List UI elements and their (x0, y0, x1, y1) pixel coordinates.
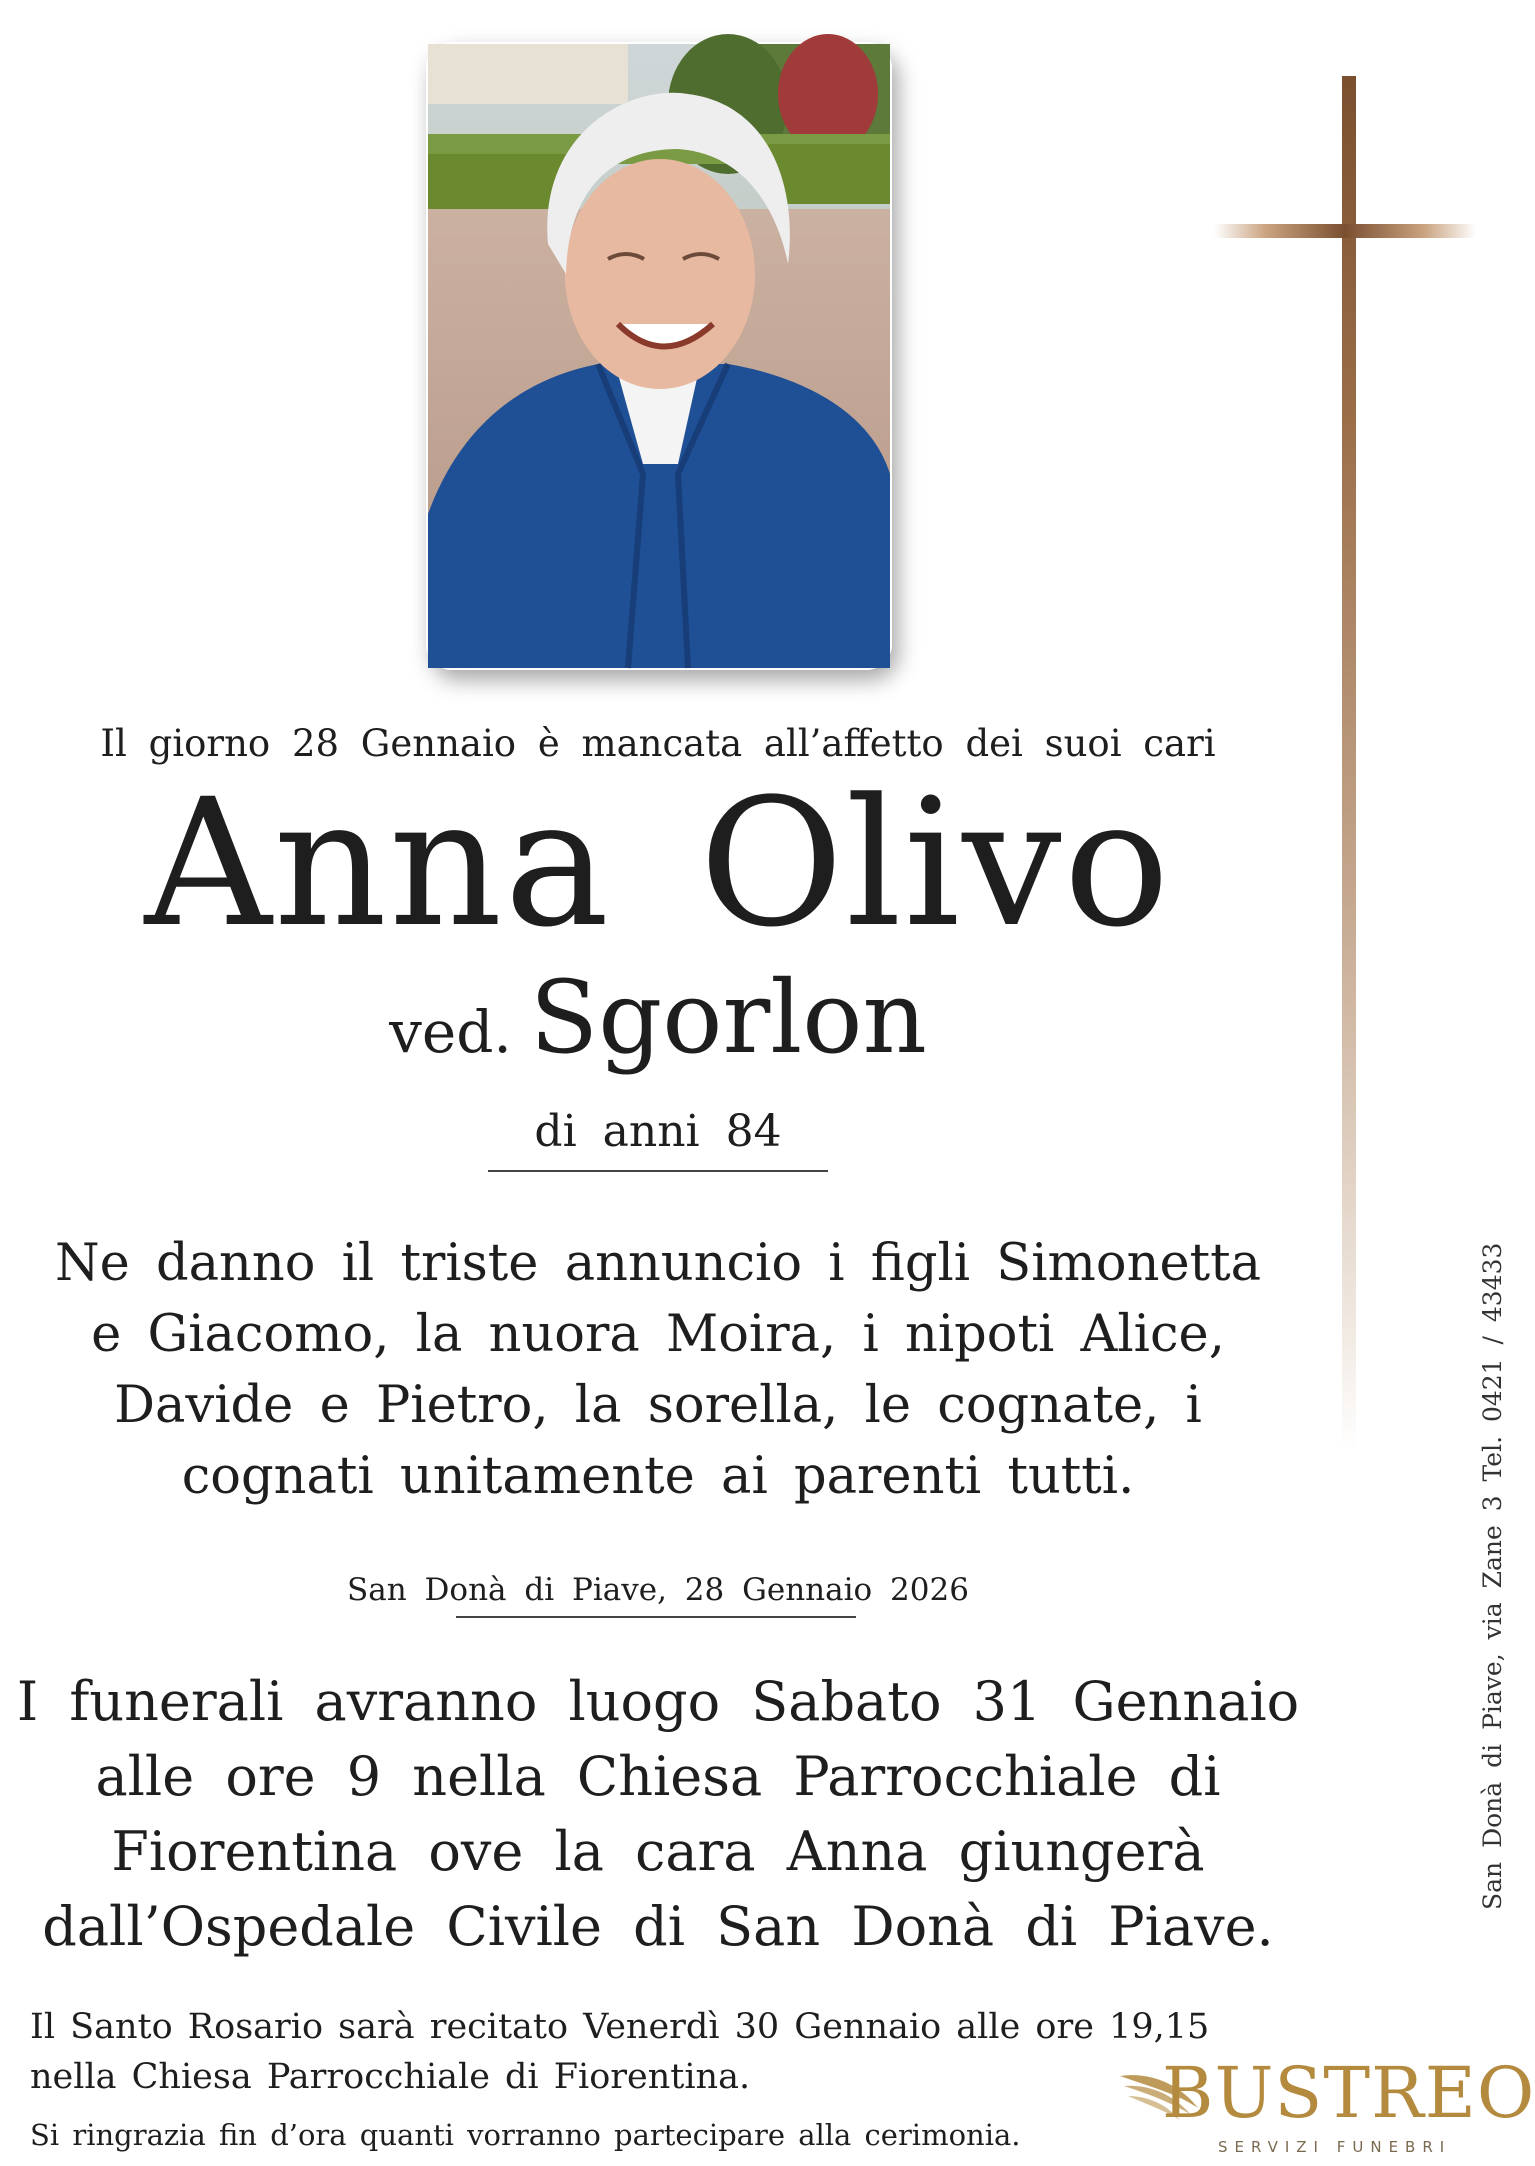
funeral-details: I funerali avranno luogo Sabato 31 Gennaio alle ore 9 nella Chiesa Parrocchiale di Fiorentina ove la cara Anna giungerà dall’Ospedale Civile di San Donà di Piave. (16, 1670, 1300, 1958)
date-divider (456, 1616, 856, 1618)
rosary-details: Il Santo Rosario sarà recitato Venerdì 30 Gennaio alle ore 19,15 nella Chiesa Parrocchiale di Fiorentina. (30, 2007, 1210, 2097)
married-surname: Sgorlon (529, 959, 927, 1076)
widow-prefix: ved. (389, 998, 512, 1066)
portrait-photo (426, 42, 892, 670)
place-date: San Donà di Piave, 28 Gennaio 2026 (347, 1572, 969, 1608)
thanks-note: Si ringrazia fin d’ora quanti vorranno partecipare alla cerimonia. (30, 2118, 1021, 2152)
married-name-line (0, 959, 1316, 1076)
agency-contact: San Donà di Piave, via Zane 3 Tel. 0421 / 43433 (1478, 1242, 1507, 1910)
cross-vertical-bar (1342, 76, 1356, 1452)
agency-logo (1118, 2052, 1535, 2158)
agency-name: BUSTREO (1162, 2052, 1535, 2134)
cross-horizontal-bar (1214, 224, 1476, 238)
agency-tagline: SERVIZI FUNEBRI (1218, 2138, 1452, 2156)
age-divider (488, 1170, 828, 1172)
age-text: di anni 84 (534, 1106, 782, 1157)
family-announcement: Ne danno il triste annuncio i figli Simonetta e Giacomo, la nuora Moira, i nipoti Alice, Davide e Pietro, la sorella, le cognate, i cognati unitamente ai parenti tutti. (54, 1234, 1262, 1506)
deceased-name: Anna Olivo (144, 761, 1172, 966)
announcement-intro: Il giorno 28 Gennaio è mancata all’affetto dei suoi cari (100, 722, 1216, 765)
